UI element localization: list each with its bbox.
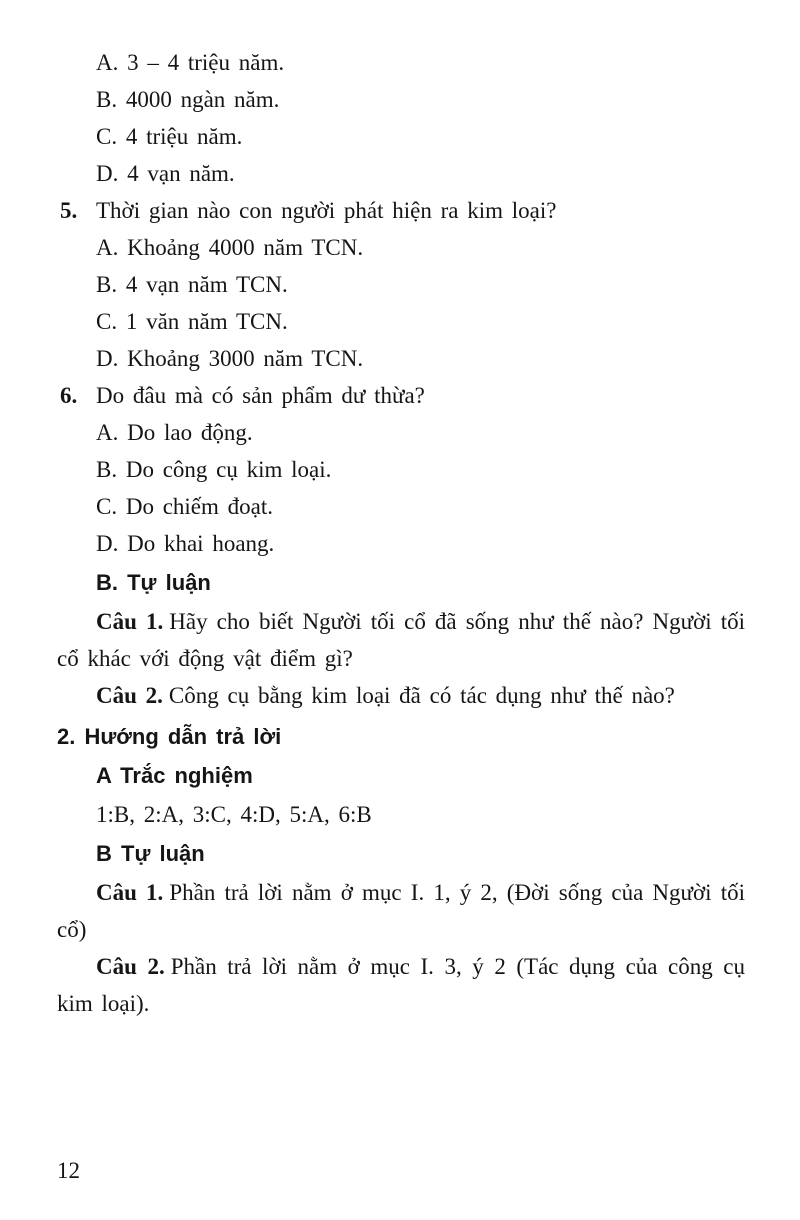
answer-option: B. Do công cụ kim loại. [96,457,332,482]
answer-option: A. 3 – 4 triệu năm. [96,50,285,75]
answer-option: D. Khoảng 3000 năm TCN. [96,346,364,371]
guide-essay-heading: B Tự luận [96,841,205,866]
guide-answer-label: Câu 2. [96,954,165,979]
essay-question-text: Hãy cho biết Người tối cổ đã sống như thế nào? Người tối cổ khác với động vật điểm gì? [57,609,745,671]
question-text: Thời gian nào con người phát hiện ra kim loại? [96,198,557,223]
essay-question-2 [57,677,745,714]
mc-answers-line: 1:B, 2:A, 3:C, 4:D, 5:A, 6:B [96,802,372,827]
essay-question-1 [57,603,745,677]
guide-mc-heading: A Trắc nghiệm [96,763,253,788]
guide-answer-1 [57,874,745,948]
essay-section-heading: B. Tự luận [96,570,211,595]
answer-option: A. Do lao động. [96,420,253,445]
essay-question-label: Câu 1. [96,609,164,634]
answer-option: D. 4 vạn năm. [96,161,235,186]
page-number: 12 [57,1158,80,1183]
question-number: 6. [60,383,78,408]
question-number: 5. [60,198,78,223]
question-6 [57,377,745,414]
guide-section-heading: 2. Hướng dẫn trả lời [57,724,282,749]
answer-option: B. 4000 ngàn năm. [96,87,280,112]
essay-question-label: Câu 2. [96,683,163,708]
answer-option: A. Khoảng 4000 năm TCN. [96,235,364,260]
question-text: Do đâu mà có sản phẩm dư thừa? [96,383,425,408]
guide-answer-label: Câu 1. [96,880,164,905]
essay-question-text: Công cụ bằng kim loại đã có tác dụng như thế nào? [168,683,675,708]
question-5 [57,192,745,229]
answer-option: C. 1 văn năm TCN. [96,309,288,334]
answer-option: C. 4 triệu năm. [96,124,243,149]
answer-option: D. Do khai hoang. [96,531,275,556]
guide-answer-text: Phần trả lời nằm ở mục I. 1, ý 2, (Đời sống của Người tối cổ) [57,880,745,942]
answer-option: B. 4 vạn năm TCN. [96,272,288,297]
guide-answer-2 [57,948,745,1022]
answer-option: C. Do chiếm đoạt. [96,494,273,519]
guide-answer-text: Phần trả lời nằm ở mục I. 3, ý 2 (Tác dụng của công cụ kim loại). [57,954,745,1016]
